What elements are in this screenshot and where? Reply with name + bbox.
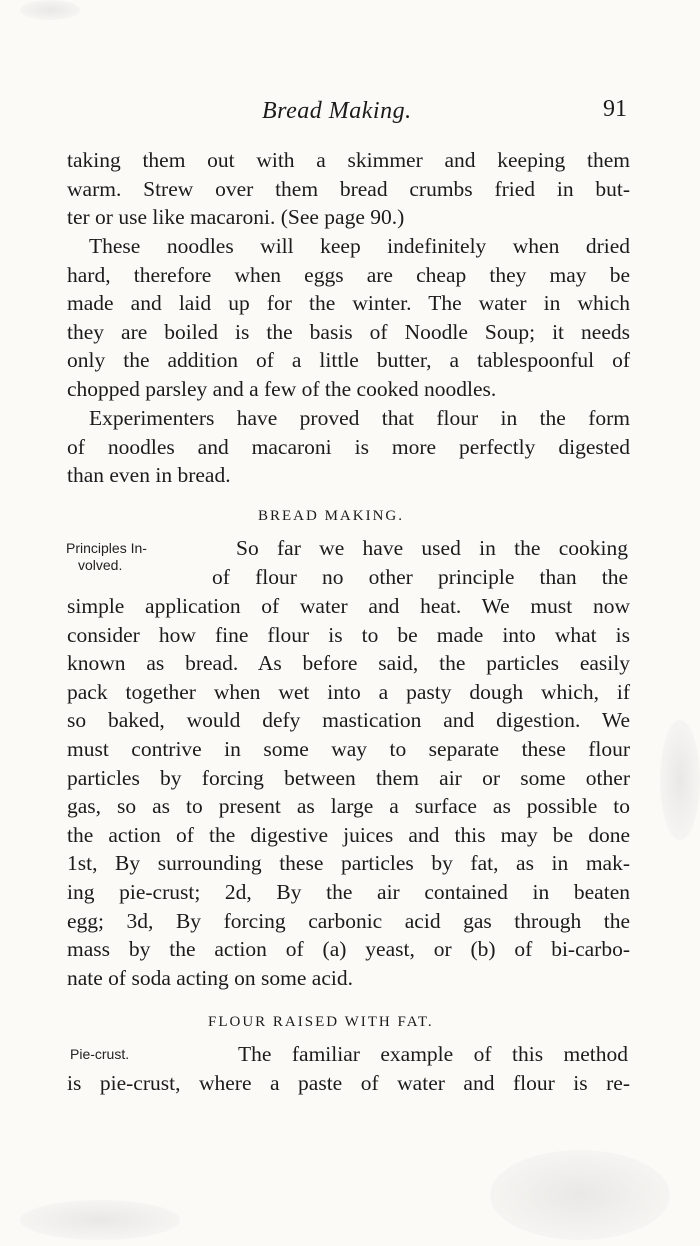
text-line: than even in bread.: [67, 463, 231, 488]
text-line: mass by the action of (a) yeast, or (b) of bi-carbo-: [67, 937, 630, 962]
text-line: ter or use like macaroni. (See page 90.): [67, 205, 405, 230]
sidenote-pie-crust: Pie-crust.: [70, 1046, 130, 1062]
text-line: pack together when wet into a pasty dough which, if: [67, 679, 630, 704]
section-heading-bread-making: BREAD MAKING.: [258, 508, 404, 524]
text-line: only the addition of a little butter, a tablespoonful of: [67, 348, 630, 373]
paragraph-noodles-keeping: [67, 232, 630, 404]
scan-smudge: [490, 1150, 670, 1240]
text-line: The familiar example of this method: [238, 1042, 628, 1066]
page-number: 91: [603, 96, 627, 122]
text-line: egg; 3d, By forcing carbonic acid gas through the: [67, 908, 630, 933]
text-line: known as bread. As before said, the particles easily: [67, 651, 630, 676]
text-line: so baked, would defy mastication and digestion. We: [67, 708, 630, 733]
sidenote-line: volved.: [78, 557, 123, 573]
scan-smudge: [20, 0, 80, 20]
text-line: 1st, By surrounding these particles by fat, as in mak-: [67, 851, 630, 876]
text-line: is pie-crust, where a paste of water and flour is re-: [67, 1071, 630, 1095]
running-header: [0, 98, 700, 132]
text-line: gas, so as to present as large a surface as possible to: [67, 794, 630, 819]
text-line: simple application of water and heat. We must now: [67, 594, 630, 618]
scan-smudge: [20, 1200, 180, 1240]
text-line: These noodles will keep indefinitely when dried: [89, 234, 630, 258]
paragraph-digestion: [67, 404, 630, 490]
paragraph-bread-principles: [67, 592, 630, 992]
sidenote-principles: [66, 540, 147, 574]
text-line: taking them out with a skimmer and keeping them: [67, 148, 630, 172]
paragraph-pie-crust: [67, 1069, 630, 1098]
paragraph-noodles-serving: [67, 146, 630, 232]
text-line: ing pie-crust; 2d, By the air contained in beaten: [67, 879, 630, 904]
text-line: they are boiled is the basis of Noodle Soup; it needs: [67, 319, 630, 344]
text-line: the action of the digestive juices and this may be done: [67, 822, 630, 847]
text-line: must contrive in some way to separate these flour: [67, 736, 630, 761]
text-line: hard, therefore when eggs are cheap they may be: [67, 262, 630, 287]
text-line: Experimenters have proved that flour in the form: [89, 406, 630, 430]
text-line: particles by forcing between them air or some other: [67, 765, 630, 790]
text-line: of noodles and macaroni is more perfectly digested: [67, 434, 630, 459]
text-line: chopped parsley and a few of the cooked noodles.: [67, 376, 497, 401]
text-line: So far we have used in the cooking: [236, 536, 628, 560]
text-line: made and laid up for the winter. The water in which: [67, 291, 630, 316]
text-line: of flour no other principle than the: [212, 565, 628, 589]
section-heading-flour-raised-with-fat: FLOUR RAISED WITH FAT.: [208, 1014, 434, 1030]
text-line: warm. Strew over them bread crumbs fried in but-: [67, 176, 630, 201]
running-title: Bread Making.: [262, 98, 412, 124]
text-line: consider how fine flour is to be made into what is: [67, 622, 630, 647]
text-line: nate of soda acting on some acid.: [67, 965, 353, 990]
sidenote-line: Principles In-: [66, 540, 147, 556]
scan-smudge: [660, 720, 700, 840]
